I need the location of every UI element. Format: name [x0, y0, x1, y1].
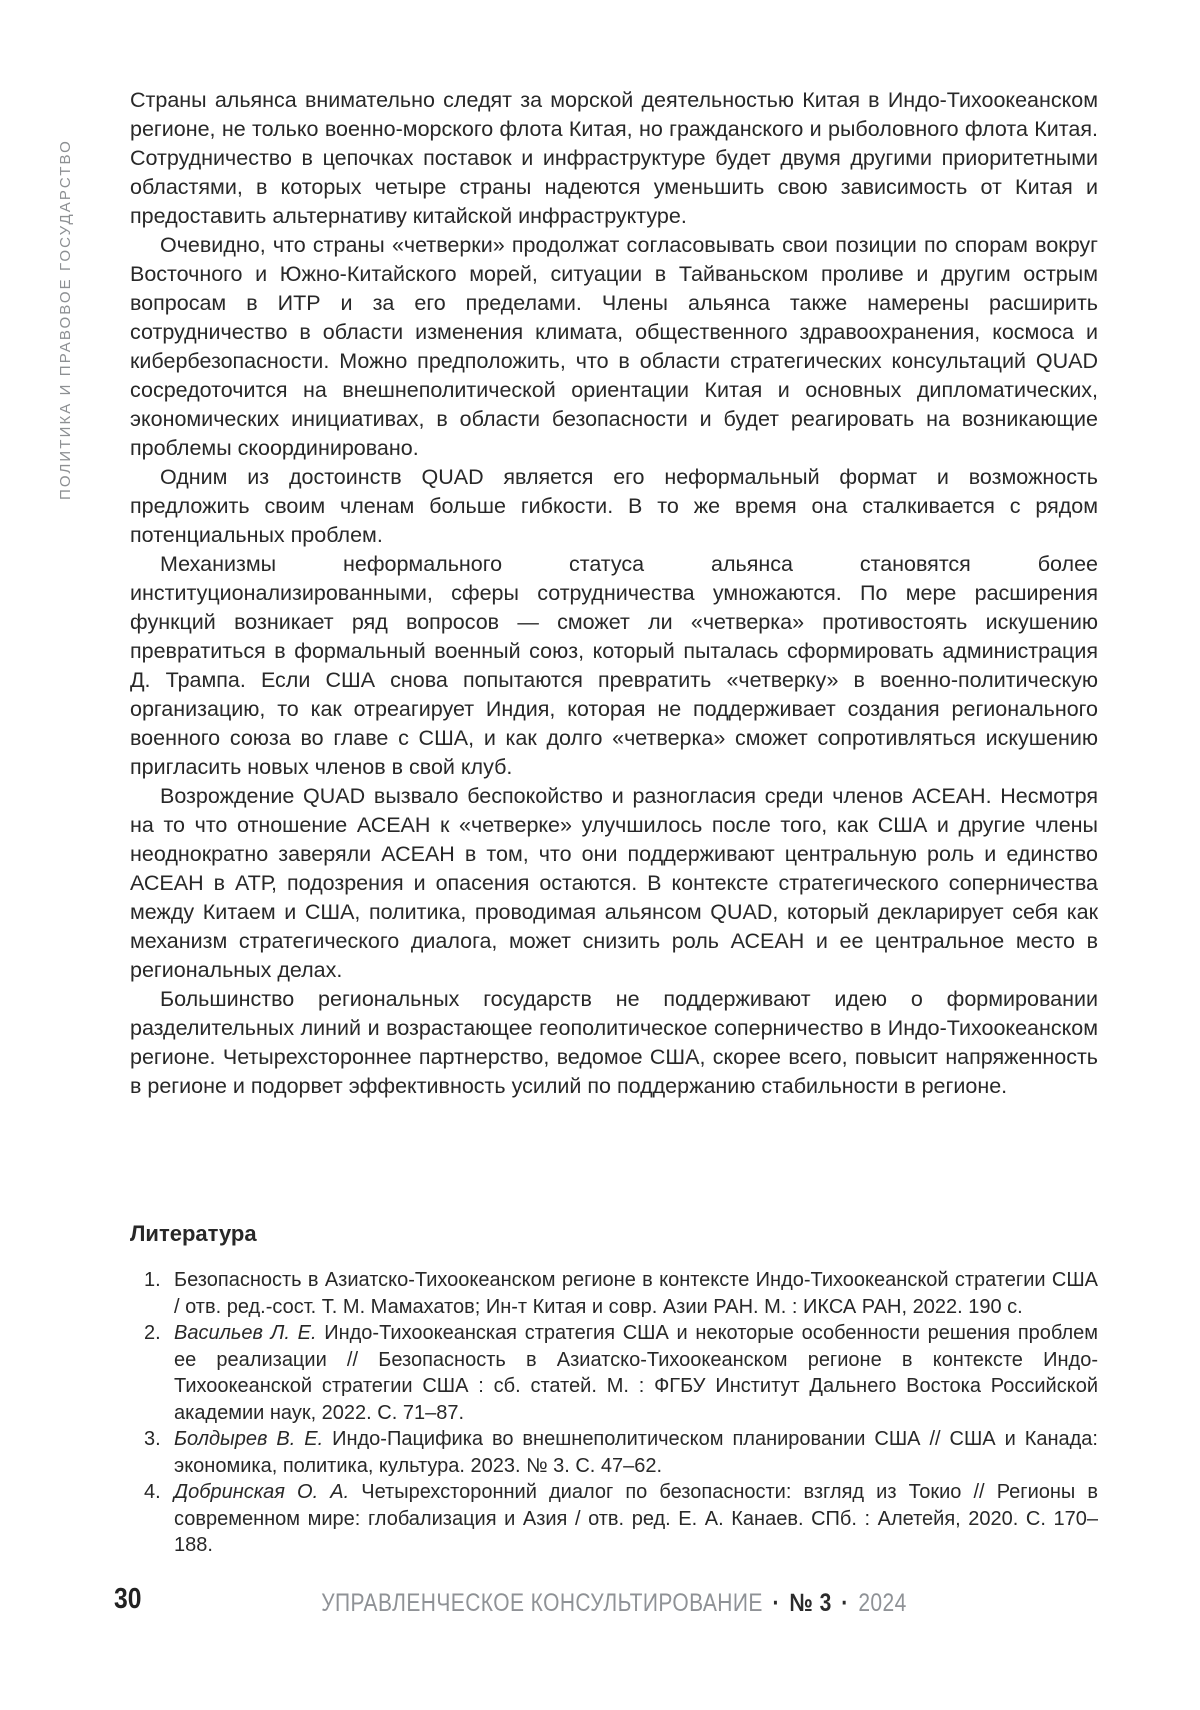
references-list	[130, 1267, 1098, 1559]
reference-item	[130, 1479, 1098, 1559]
article-paragraph: Очевидно, что страны «четверки» продолжат согласовывать свои позиции по спорам вокруг Восточного и Южно-Китайского морей, ситуации в Тайваньском проливе и другим острым вопросам в ИТР и за его пределами. Члены альянса также намерены расширить сотрудничество в области изменения климата, общественного здравоохранения, космоса и кибербезопасности. Можно предположить, что в области стратегических консультаций QUAD сосредоточится на внешнеполитической ориентации Китая и основных дипломатических, экономических инициативах, в области безопасности и будет реагировать на возникающие проблемы скоординировано.	[130, 233, 1098, 460]
reference-item	[130, 1320, 1098, 1426]
journal-footer-line	[207, 1589, 1020, 1618]
journal-year: 2024	[858, 1589, 907, 1617]
references-section	[130, 1221, 1098, 1559]
section-side-label-area	[57, 88, 87, 500]
reference-number: 2.	[144, 1322, 161, 1344]
issue-number: № 3	[789, 1589, 832, 1617]
page-number: 30	[114, 1583, 142, 1615]
reference-item	[130, 1426, 1098, 1479]
reference-text: Четырехсторонний диалог по безопасности: взгляд из Токио // Регионы в современном мире: глобализация и Азия / отв. ред. Е. А. Канаев. СПб. : Алетейя, 2020. С. 170–188.	[174, 1481, 1098, 1556]
article-paragraph: Возрождение QUAD вызвало беспокойство и разногласия среди членов АСЕАН. Несмотря на то что отношение АСЕАН к «четверке» улучшилось после того, как США и другие члены неоднократно заверяли АСЕАН в том, что они поддерживают центральную роль и единство АСЕАН в АТР, подозрения и опасения остаются. В контексте стратегического соперничества между Китаем и США, политика, проводимая альянсом QUAD, который декларирует себя как механизм стратегического диалога, может снизить роль АСЕАН и ее центральное место в региональных делах.	[130, 784, 1098, 982]
article-paragraph: Страны альянса внимательно следят за морской деятельностью Китая в Индо-Тихоокеанском регионе, не только военно-морского флота Китая, но гражданского и рыболовного флота Китая. Сотрудничество в цепочках поставок и инфраструктуре будет двумя другими приоритетными областями, в которых четыре страны надеются уменьшить свою зависимость от Китая и предоставить альтернативу китайской инфраструктуре.	[130, 88, 1098, 228]
reference-number: 4.	[144, 1481, 161, 1503]
reference-author: Васильев Л. Е.	[174, 1322, 317, 1344]
article-paragraph: Одним из достоинств QUAD является его неформальный формат и возможность предложить своим членам больше гибкости. В то же время она сталкивается с рядом потенциальных проблем.	[130, 465, 1098, 547]
section-side-label: ПОЛИТИКА И ПРАВОВОЕ ГОСУДАРСТВО	[57, 139, 74, 500]
footer-separator: ·	[841, 1589, 849, 1617]
reference-item	[130, 1267, 1098, 1320]
article-paragraph: Механизмы неформального статуса альянса становятся более институционализированными, сферы сотрудничества умножаются. По мере расширения функций возникает ряд вопросов — сможет ли «четверка» противостоять искушению превратиться в формальный военный союз, который пыталась сформировать администрация Д. Трампа. Если США снова попытаются превратить «четверку» в военно-политическую организацию, то как отреагирует Индия, которая не поддерживает создания регионального военного союза во главе с США, и как долго «четверка» сможет сопротивляться искушению пригласить новых членов в свой клуб.	[130, 552, 1098, 779]
reference-author: Добринская О. А.	[174, 1481, 350, 1503]
reference-author: Болдырев В. Е.	[174, 1428, 324, 1450]
reference-text: Индо-Тихоокеанская стратегия США и некоторые особенности решения проблем ее реализации // Безопасность в Азиатско-Тихоокеанском регионе в контексте Индо-Тихоокеанской стратегии США : сб. статей. М. : ФГБУ Институт Дальнего Востока Российской академии наук, 2022. С. 71–87.	[174, 1322, 1098, 1424]
journal-title: УПРАВЛЕНЧЕСКОЕ КОНСУЛЬТИРОВАНИЕ	[321, 1589, 763, 1617]
reference-number: 1.	[144, 1269, 161, 1291]
reference-number: 3.	[144, 1428, 161, 1450]
article-paragraph: Большинство региональных государств не поддерживают идею о формировании разделительных линий и возрастающее геополитическое соперничество в Индо-Тихоокеанском регионе. Четырехстороннее партнерство, ведомое США, скорее всего, повысит напряженность в регионе и подорвет эффективность усилий по поддержанию стабильности в регионе.	[130, 987, 1098, 1098]
reference-text: Безопасность в Азиатско-Тихоокеанском регионе в контексте Индо-Тихоокеанской стратегии США / отв. ред.-сост. Т. М. Мамахатов; Ин-т Китая и совр. Азии РАН. М. : ИКСА РАН, 2022. 190 с.	[174, 1269, 1098, 1318]
references-heading: Литература	[130, 1221, 257, 1246]
reference-text: Индо-Пацифика во внешнеполитическом планировании США // США и Канада: экономика, политика, культура. 2023. № 3. С. 47–62.	[174, 1428, 1098, 1477]
article-body	[130, 86, 1098, 1101]
footer-separator: ·	[772, 1589, 780, 1617]
